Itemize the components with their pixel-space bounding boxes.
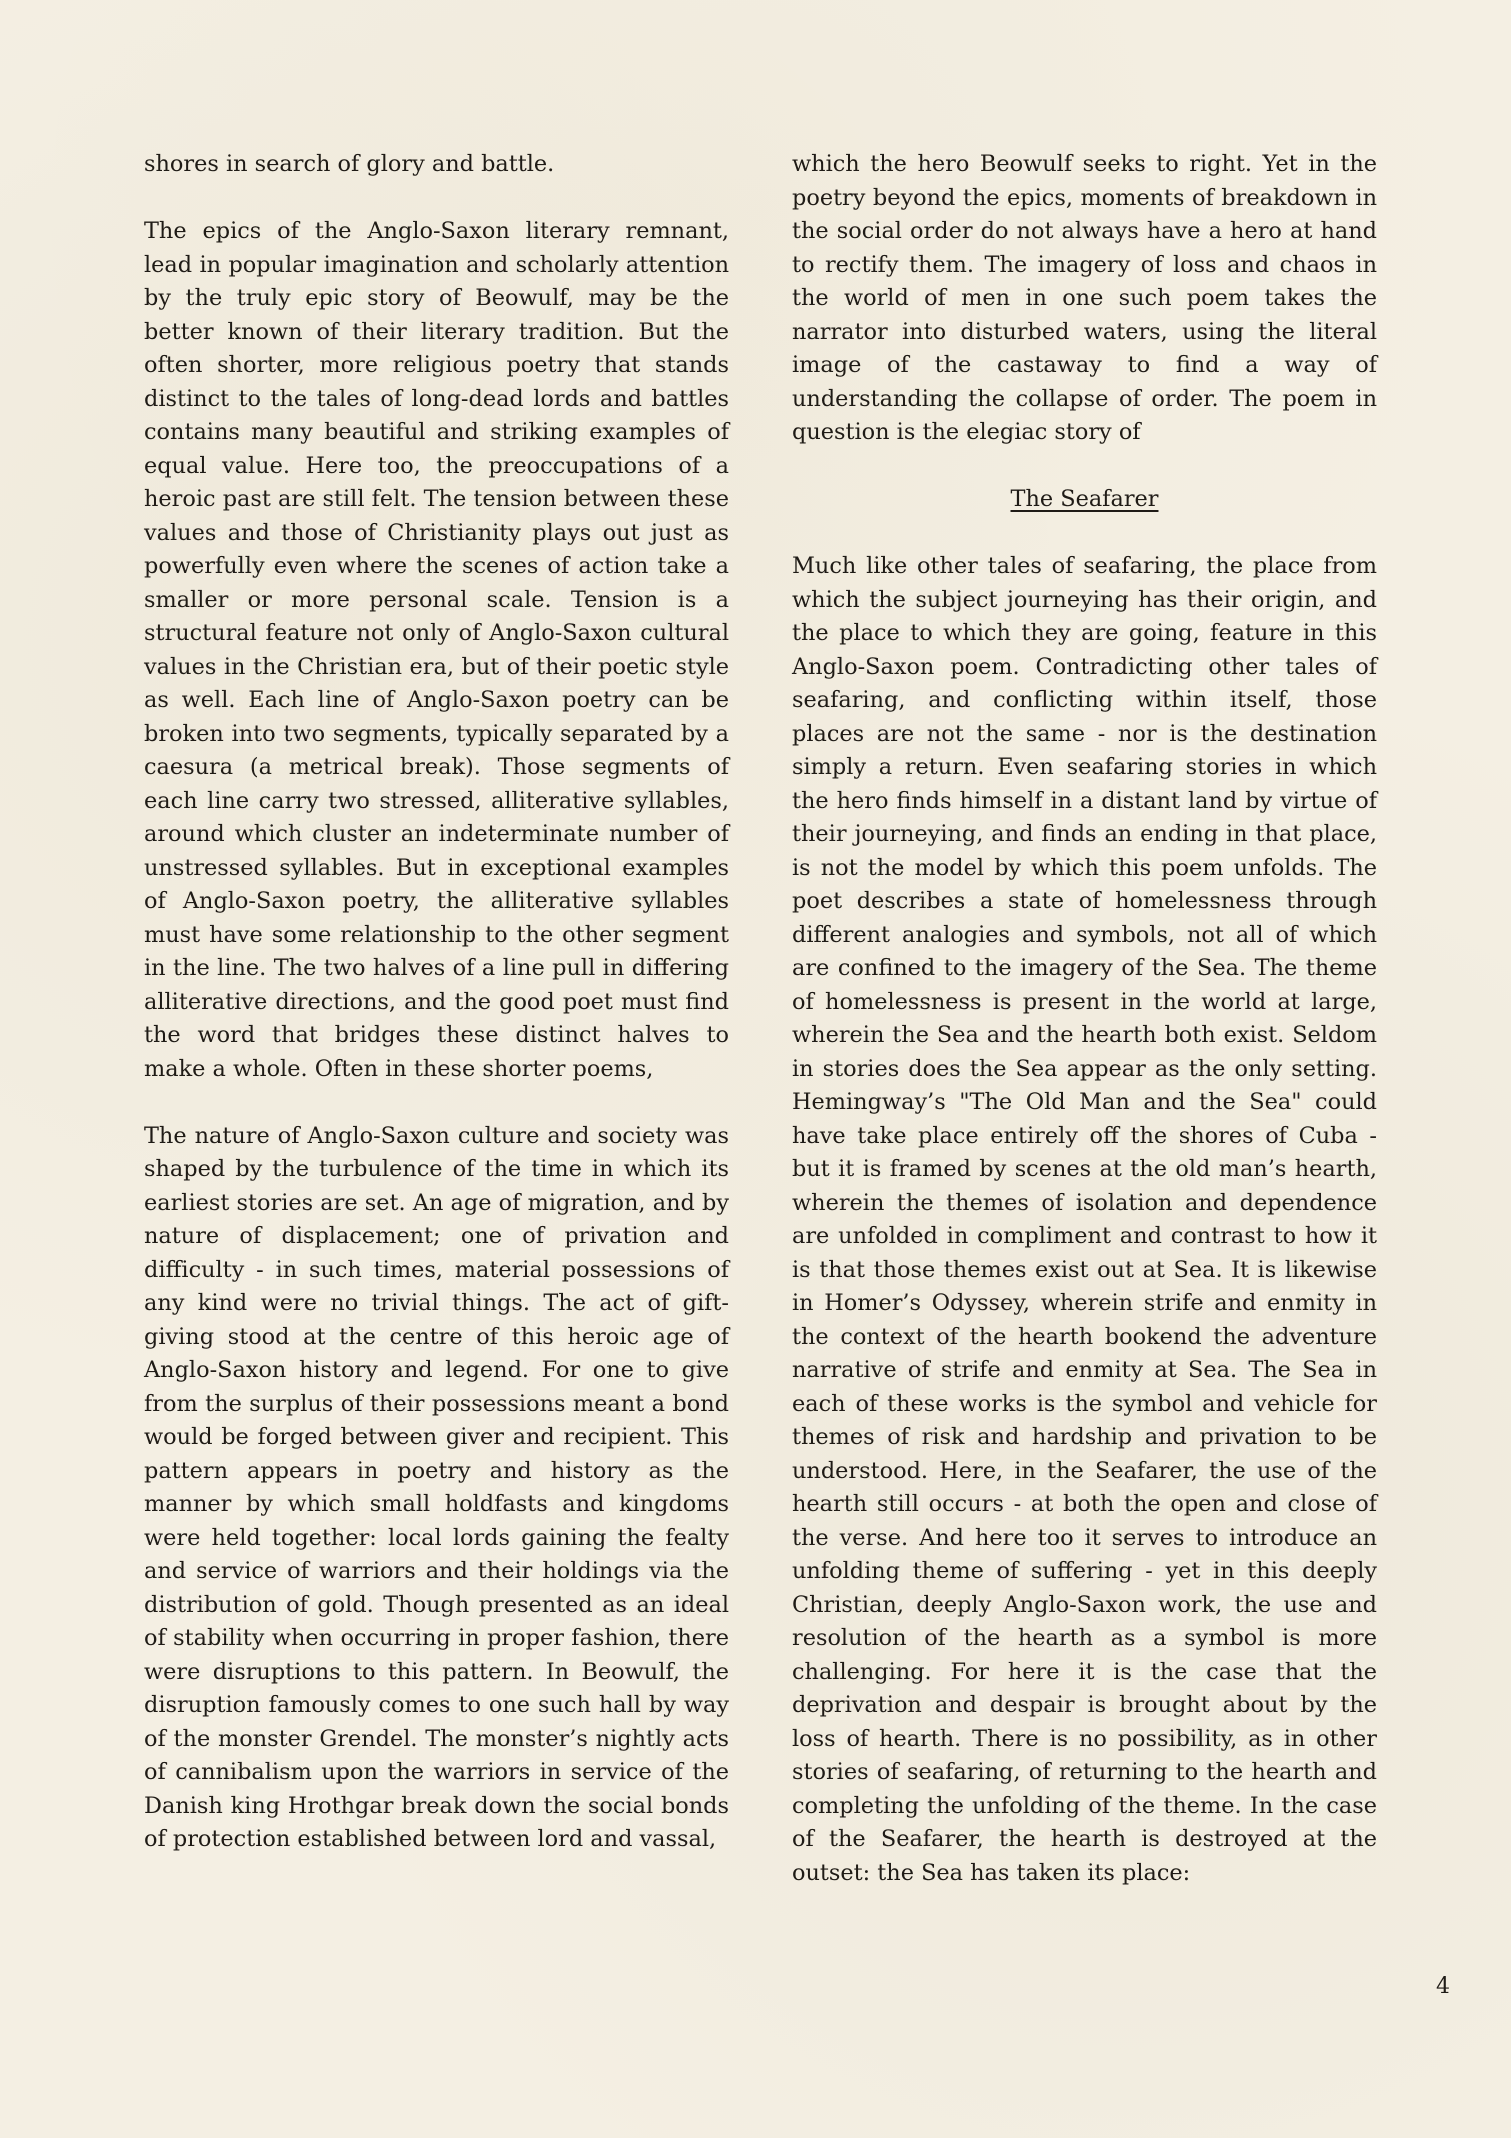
page-number: 4 bbox=[1436, 1974, 1450, 1999]
section-heading: The Seafarer bbox=[1010, 486, 1159, 512]
right-text-column bbox=[792, 148, 1377, 1890]
body-paragraph: which the hero Beowulf seeks to right. Yet in the poetry beyond the epics, moments of breakdown in the social order do not always have a hero at hand to rectify them. The imagery of loss and chaos in the world of men in one such poem takes the narrator into disturbed waters, using the literal image of the castaway to find a way of understanding the collapse of order. The poem in question is the elegiac story of bbox=[792, 151, 1377, 445]
left-text-column bbox=[144, 148, 729, 1857]
body-paragraph: The nature of Anglo-Saxon culture and society was shaped by the turbulence of the time in which its earliest stories are set. An age of migration, and by nature of displacement; one of privation and difficulty - in such times, material possessions of any kind were no trivial things. The act of gift-giving stood at the centre of this heroic age of Anglo-Saxon history and legend. For one to give from the surplus of their possessions meant a bond would be forged between giver and recipient. This pattern appears in poetry and history as the manner by which small holdfasts and kingdoms were held together: local lords gaining the fealty and service of warriors and their holdings via the distribution of gold. Though presented as an ideal of stability when occurring in proper fashion, there were disruptions to this pattern. In Beowulf, the disruption famously comes to one such hall by way of the monster Grendel. The monster’s nightly acts of cannibalism upon the warriors in service of the Danish king Hrothgar break down the social bonds of protection established between lord and vassal, bbox=[144, 1122, 729, 1852]
body-paragraph: The epics of the Anglo-Saxon literary remnant, lead in popular imagination and scholarly attention by the truly epic story of Beowulf, may be the better known of their literary tradition. But the often shorter, more religious poetry that stands distinct to the tales of long-dead lords and battles contains many beautiful and striking examples of equal value. Here too, the preoccupations of a heroic past are still felt. The tension between these values and those of Christianity plays out just as powerfully even where the scenes of action take a smaller or more personal scale. Tension is a structural feature not only of Anglo-Saxon cultural values in the Christian era, but of their poetic style as well. Each line of Anglo-Saxon poetry can be broken into two segments, typically separated by a caesura (a metrical break). Those segments of each line carry two stressed, alliterative syllables, around which cluster an indeterminate number of unstressed syllables. But in exceptional examples of Anglo-Saxon poetry, the alliterative syllables must have some relationship to the other segment in the line. The two halves of a line pull in differing alliterative directions, and the good poet must find the word that bridges these distinct halves to make a whole. Often in these shorter poems, bbox=[144, 218, 729, 1082]
body-paragraph: Much like other tales of seafaring, the place from which the subject journeying has their origin, and the place to which they are going, feature in this Anglo-Saxon poem. Contradicting other tales of seafaring, and conflicting within itself, those places are not the same - nor is the destination simply a return. Even seafaring stories in which the hero finds himself in a distant land by virtue of their journeying, and finds an ending in that place, is not the model by which this poem unfolds. The poet describes a state of homelessness through different analogies and symbols, not all of which are confined to the imagery of the Sea. The theme of homelessness is present in the world at large, wherein the Sea and the hearth both exist. Seldom in stories does the Sea appear as the only setting. Hemingway’s "The Old Man and the Sea" could have take place entirely off the shores of Cuba - but it is framed by scenes at the old man’s hearth, wherein the themes of isolation and dependence are unfolded in compliment and contrast to how it is that those themes exist out at Sea. It is likewise in Homer’s Odyssey, wherein strife and enmity in the context of the hearth bookend the adventure narrative of strife and enmity at Sea. The Sea in each of these works is the symbol and vehicle for themes of risk and hardship and privation to be understood. Here, in the Seafarer, the use of the hearth still occurs - at both the open and close of the verse. And here too it serves to introduce an unfolding theme of suffering - yet in this deeply Christian, deeply Anglo-Saxon work, the use and resolution of the hearth as a symbol is more challenging. For here it is the case that the deprivation and despair is brought about by the loss of hearth. There is no possibility, as in other stories of seafaring, of returning to the hearth and completing the unfolding of the theme. In the case of the Seafarer, the hearth is destroyed at the outset: the Sea has taken its place: bbox=[792, 553, 1377, 1886]
body-paragraph: shores in search of glory and battle. bbox=[144, 151, 555, 177]
